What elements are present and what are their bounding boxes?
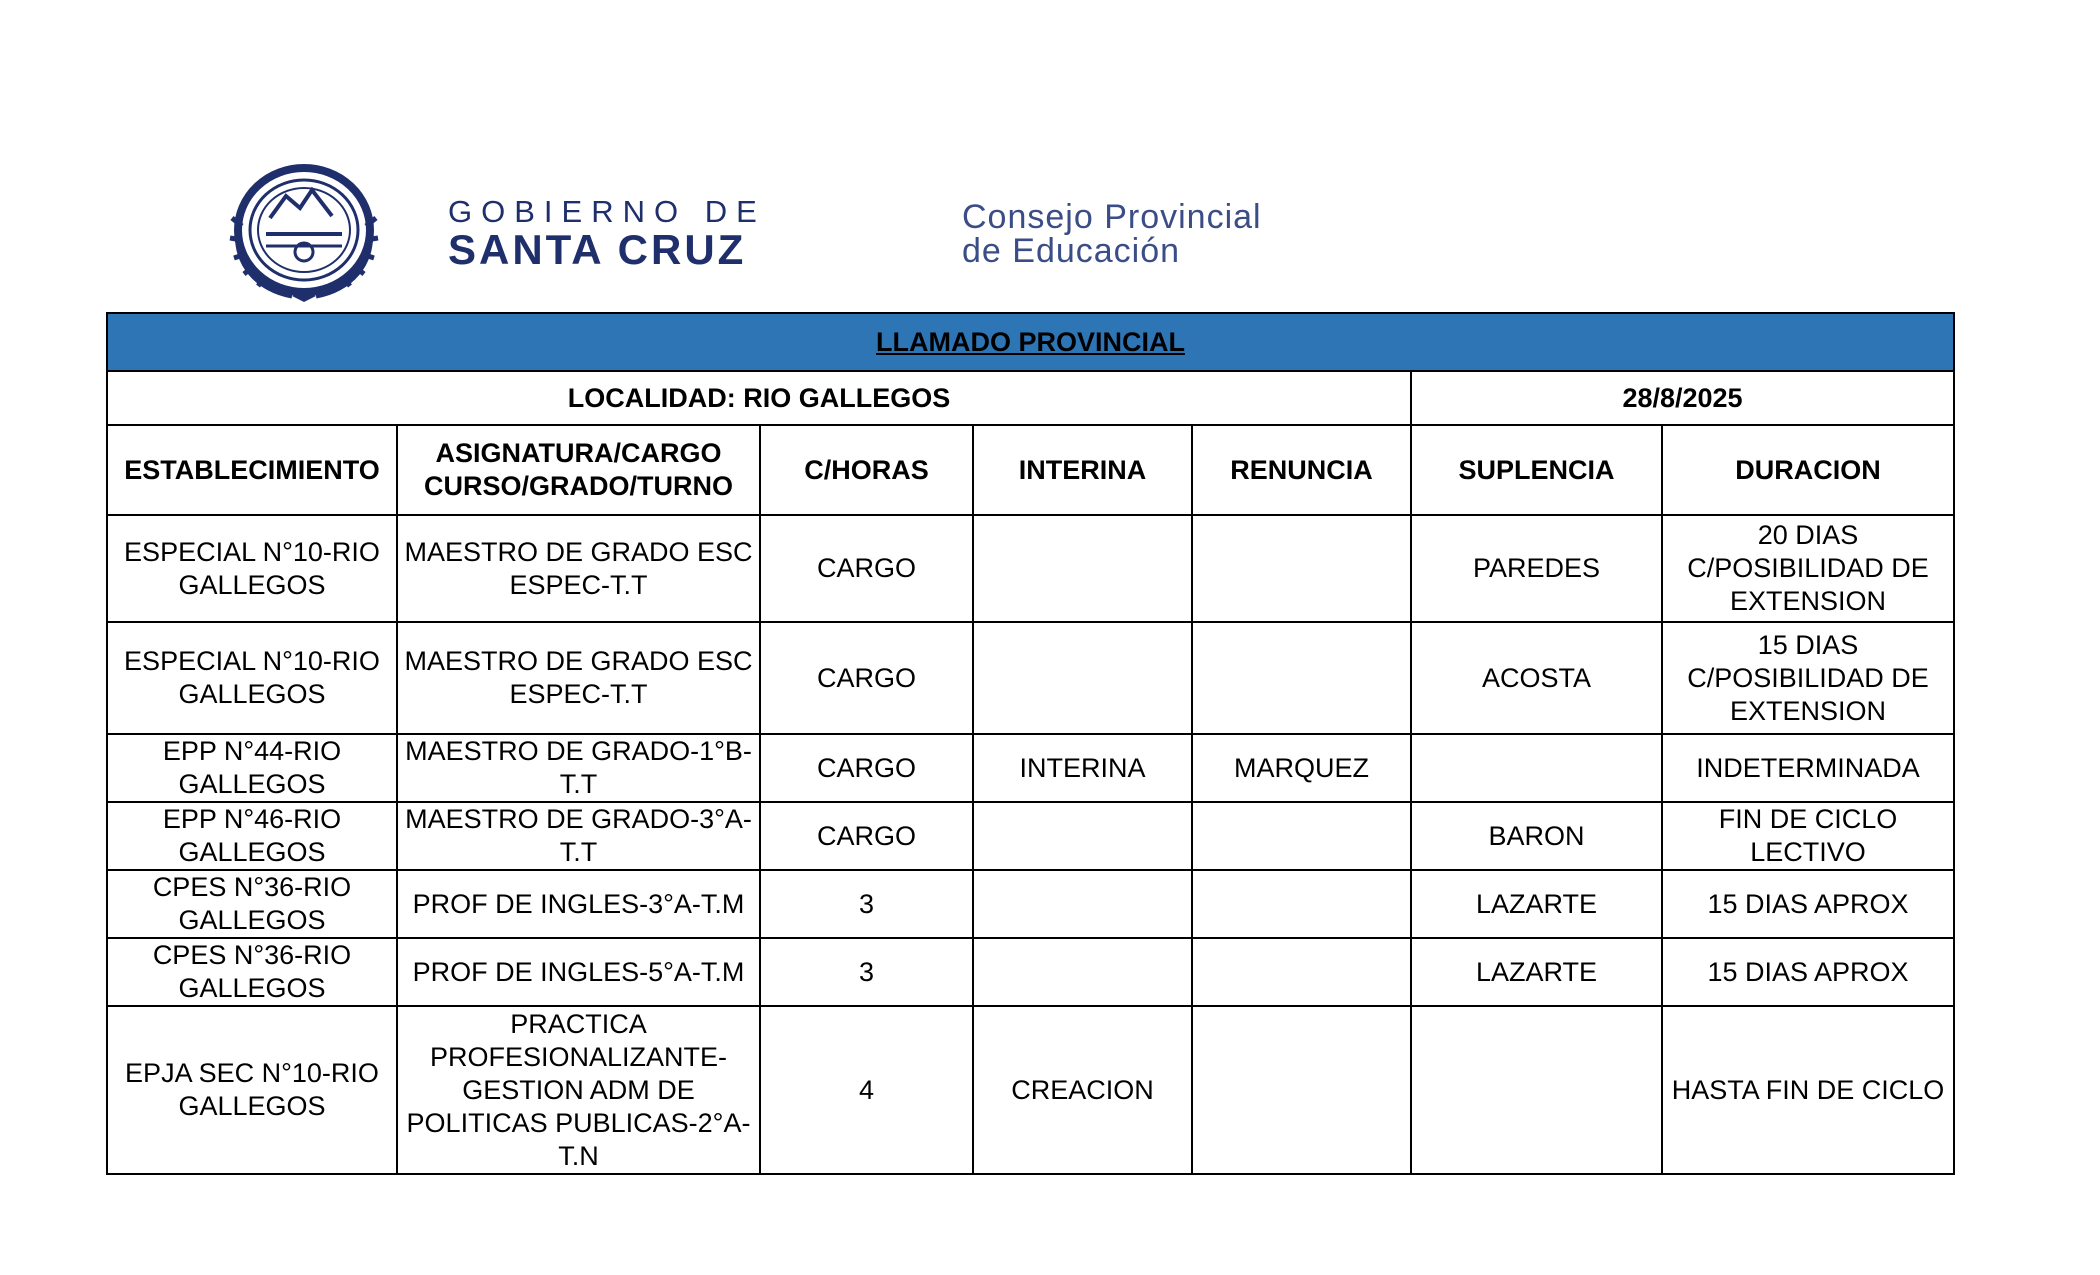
column-header: DURACION [1662,425,1954,515]
table-cell: HASTA FIN DE CICLO [1662,1006,1954,1174]
table-cell: PROF DE INGLES-3°A-T.M [397,870,760,938]
locality-label: LOCALIDAD: RIO GALLEGOS [107,371,1411,425]
date-label: 28/8/2025 [1411,371,1954,425]
table-cell [1192,870,1411,938]
table-cell: 4 [760,1006,973,1174]
table-row [107,1006,1954,1174]
table-cell: CARGO [760,802,973,870]
column-header: INTERINA [973,425,1192,515]
column-header: C/HORAS [760,425,973,515]
table-cell: LAZARTE [1411,938,1662,1006]
table-cell: ESPECIAL N°10-RIO GALLEGOS [107,622,397,734]
table-row [107,870,1954,938]
table-cell: MARQUEZ [1192,734,1411,802]
table-cell [973,802,1192,870]
table-cell: MAESTRO DE GRADO-1°B-T.T [397,734,760,802]
gov-line-1: GOBIERNO DE [448,194,766,229]
provincial-seal-icon [208,160,400,302]
column-header: ESTABLECIMIENTO [107,425,397,515]
table-cell: CPES N°36-RIO GALLEGOS [107,870,397,938]
table-cell: EPP N°46-RIO GALLEGOS [107,802,397,870]
table-cell: 15 DIAS C/POSIBILIDAD DE EXTENSION [1662,622,1954,734]
table-cell: PRACTICA PROFESIONALIZANTE-GESTION ADM DE POLITICAS PUBLICAS-2°A-T.N [397,1006,760,1174]
table-cell [973,938,1192,1006]
table-cell [1411,734,1662,802]
table-cell: PAREDES [1411,515,1662,622]
table-cell: 15 DIAS APROX [1662,870,1954,938]
gov-line-2: SANTA CRUZ [448,226,747,273]
table-row [107,802,1954,870]
table-cell [1192,515,1411,622]
column-header: RENUNCIA [1192,425,1411,515]
table-cell [1192,802,1411,870]
table-cell: ACOSTA [1411,622,1662,734]
table-cell: CPES N°36-RIO GALLEGOS [107,938,397,1006]
table-cell: 15 DIAS APROX [1662,938,1954,1006]
table-cell [1192,1006,1411,1174]
table-row [107,734,1954,802]
table-cell: FIN DE CICLO LECTIVO [1662,802,1954,870]
table-cell: BARON [1411,802,1662,870]
table-row [107,938,1954,1006]
table-cell: MAESTRO DE GRADO-3°A-T.T [397,802,760,870]
table-cell: MAESTRO DE GRADO ESC ESPEC-T.T [397,622,760,734]
table-cell [973,515,1192,622]
table-cell: CARGO [760,734,973,802]
column-header: ASIGNATURA/CARGO CURSO/GRADO/TURNO [397,425,760,515]
government-logo-text [448,196,766,271]
table-cell: EPP N°44-RIO GALLEGOS [107,734,397,802]
table-cell: PROF DE INGLES-5°A-T.M [397,938,760,1006]
table-row [107,622,1954,734]
table-cell: LAZARTE [1411,870,1662,938]
table-cell: CREACION [973,1006,1192,1174]
table-cell [973,870,1192,938]
table-cell [1192,622,1411,734]
table-row [107,515,1954,622]
table-cell: CARGO [760,622,973,734]
table-cell: INDETERMINADA [1662,734,1954,802]
council-logo-text [962,200,1262,268]
council-line-1: Consejo Provincial [962,198,1262,236]
table-title: LLAMADO PROVINCIAL [107,313,1954,371]
table-cell: ESPECIAL N°10-RIO GALLEGOS [107,515,397,622]
table-cell [1192,938,1411,1006]
table-cell: 20 DIAS C/POSIBILIDAD DE EXTENSION [1662,515,1954,622]
council-line-2: de Educación [962,232,1181,270]
table-cell [1411,1006,1662,1174]
table-cell: MAESTRO DE GRADO ESC ESPEC-T.T [397,515,760,622]
call-table [106,312,1955,1175]
table-cell: INTERINA [973,734,1192,802]
table-cell: CARGO [760,515,973,622]
table-cell: 3 [760,938,973,1006]
table-cell [973,622,1192,734]
column-header: SUPLENCIA [1411,425,1662,515]
table-cell: 3 [760,870,973,938]
table-cell: EPJA SEC N°10-RIO GALLEGOS [107,1006,397,1174]
